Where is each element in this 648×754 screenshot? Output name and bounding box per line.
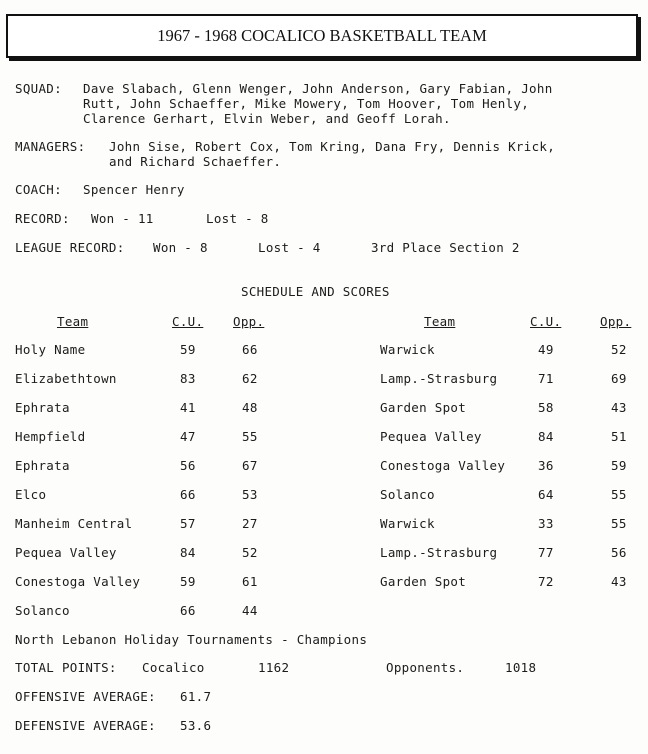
managers-line-1: John Sise, Robert Cox, Tom Kring, Dana Fry, Dennis Krick, [109, 139, 556, 154]
squad-line-1: Dave Slabach, Glenn Wenger, John Anderson, Gary Fabian, John [83, 81, 553, 96]
cu-score: 47 [180, 429, 196, 444]
squad-line-2: Rutt, John Schaeffer, Mike Mowery, Tom Hoover, Tom Henly, [83, 96, 530, 111]
team-name: Hempfield [15, 429, 86, 444]
opp-score: 52 [611, 342, 627, 357]
opp-score: 43 [611, 400, 627, 415]
opp-score: 55 [611, 516, 627, 531]
opp-score: 27 [242, 516, 258, 531]
cu-score: 58 [538, 400, 554, 415]
cu-score: 84 [180, 545, 196, 560]
team-name: Pequea Valley [380, 429, 482, 444]
opp-score: 55 [242, 429, 258, 444]
managers-label: MANAGERS: [15, 139, 86, 154]
team-name: Elco [15, 487, 47, 502]
league-record-place: 3rd Place Section 2 [371, 240, 520, 255]
cu-score: 64 [538, 487, 554, 502]
cocalico-label: Cocalico [142, 660, 205, 675]
right-opp-header: Opp. [600, 314, 632, 329]
team-name: Manheim Central [15, 516, 133, 531]
opp-score: 56 [611, 545, 627, 560]
cu-score: 49 [538, 342, 554, 357]
tournament-note: North Lebanon Holiday Tournaments - Champions [15, 632, 368, 647]
defensive-average-value: 53.6 [180, 718, 212, 733]
record-lost: Lost - 8 [206, 211, 269, 226]
league-record-lost: Lost - 4 [258, 240, 321, 255]
team-name: Garden Spot [380, 574, 467, 589]
league-record-won: Won - 8 [153, 240, 208, 255]
team-name: Warwick [380, 516, 435, 531]
league-record-label: LEAGUE RECORD: [15, 240, 125, 255]
team-name: Solanco [15, 603, 70, 618]
team-name: Warwick [380, 342, 435, 357]
team-name: Ephrata [15, 400, 70, 415]
cu-score: 59 [180, 574, 196, 589]
cu-score: 84 [538, 429, 554, 444]
opp-score: 62 [242, 371, 258, 386]
cocalico-total: 1162 [258, 660, 290, 675]
team-name: Garden Spot [380, 400, 467, 415]
cu-score: 41 [180, 400, 196, 415]
offensive-average-value: 61.7 [180, 689, 212, 704]
opp-score: 51 [611, 429, 627, 444]
opp-score: 53 [242, 487, 258, 502]
record-label: RECORD: [15, 211, 70, 226]
total-points-label: TOTAL POINTS: [15, 660, 117, 675]
coach-label: COACH: [15, 182, 62, 197]
left-team-header: Team [57, 314, 89, 329]
schedule-heading: SCHEDULE AND SCORES [241, 284, 390, 299]
cu-score: 72 [538, 574, 554, 589]
cu-score: 36 [538, 458, 554, 473]
opp-score: 43 [611, 574, 627, 589]
left-cu-header: C.U. [172, 314, 204, 329]
cu-score: 66 [180, 603, 196, 618]
team-name: Elizabethtown [15, 371, 117, 386]
managers-line-2: and Richard Schaeffer. [109, 154, 282, 169]
team-name: Holy Name [15, 342, 86, 357]
opp-score: 52 [242, 545, 258, 560]
defensive-average-label: DEFENSIVE AVERAGE: [15, 718, 156, 733]
cu-score: 83 [180, 371, 196, 386]
team-name: Conestoga Valley [15, 574, 141, 589]
squad-label: SQUAD: [15, 81, 62, 96]
cu-score: 56 [180, 458, 196, 473]
opp-score: 55 [611, 487, 627, 502]
opp-score: 66 [242, 342, 258, 357]
opp-score: 44 [242, 603, 258, 618]
team-name: Lamp.-Strasburg [380, 371, 498, 386]
coach-value: Spencer Henry [83, 182, 185, 197]
right-team-header: Team [424, 314, 456, 329]
opponents-label: Opponents. [386, 660, 465, 675]
cu-score: 77 [538, 545, 554, 560]
opp-score: 69 [611, 371, 627, 386]
right-cu-header: C.U. [530, 314, 562, 329]
cu-score: 33 [538, 516, 554, 531]
opp-score: 67 [242, 458, 258, 473]
team-name: Lamp.-Strasburg [380, 545, 498, 560]
team-name: Ephrata [15, 458, 70, 473]
cu-score: 71 [538, 371, 554, 386]
opp-score: 59 [611, 458, 627, 473]
offensive-average-label: OFFENSIVE AVERAGE: [15, 689, 156, 704]
team-name: Solanco [380, 487, 435, 502]
cu-score: 59 [180, 342, 196, 357]
cu-score: 66 [180, 487, 196, 502]
cu-score: 57 [180, 516, 196, 531]
record-won: Won - 11 [91, 211, 154, 226]
team-name: Conestoga Valley [380, 458, 506, 473]
opp-score: 48 [242, 400, 258, 415]
opponents-total: 1018 [505, 660, 537, 675]
left-opp-header: Opp. [233, 314, 265, 329]
opp-score: 61 [242, 574, 258, 589]
document-title: 1967 - 1968 COCALICO BASKETBALL TEAM [6, 14, 638, 58]
squad-line-3: Clarence Gerhart, Elvin Weber, and Geoff Lorah. [83, 111, 451, 126]
team-name: Pequea Valley [15, 545, 117, 560]
